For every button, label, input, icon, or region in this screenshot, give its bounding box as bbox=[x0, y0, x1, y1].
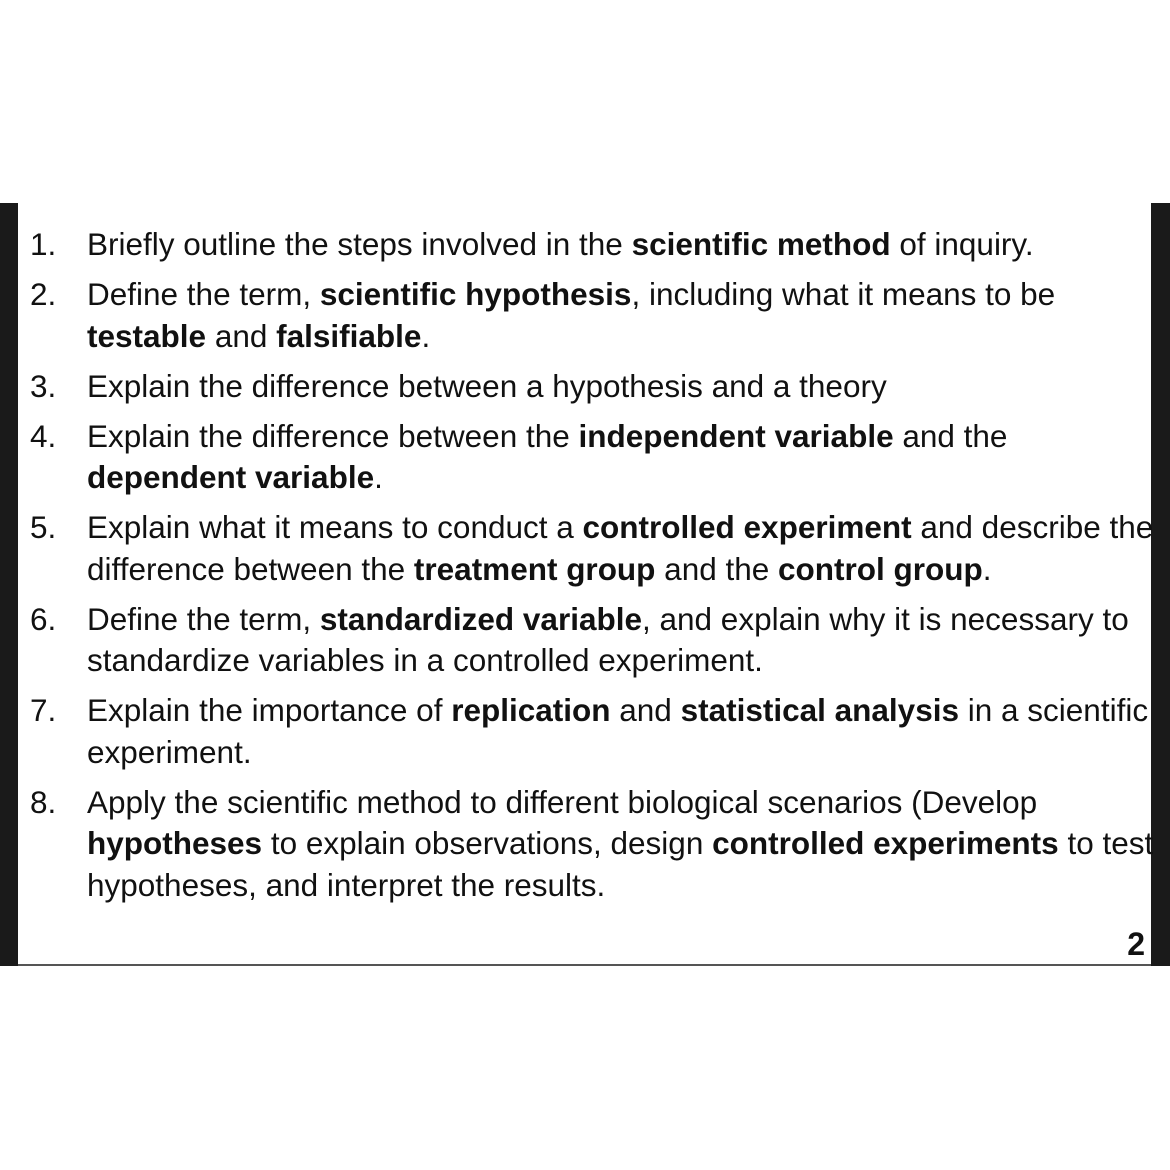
item-text: and the bbox=[893, 417, 1008, 454]
item-text: , including what it means to be bbox=[631, 276, 1056, 312]
item-text: Explain the importance of bbox=[87, 692, 452, 728]
list-item-number: 2. bbox=[30, 276, 57, 312]
key-term: statistical analysis bbox=[680, 692, 959, 728]
key-term: hypotheses bbox=[87, 825, 263, 861]
key-term: standardized variable bbox=[319, 600, 642, 637]
item-text: of inquiry. bbox=[890, 226, 1034, 262]
list-item-number: 3. bbox=[30, 367, 57, 404]
list-item bbox=[30, 366, 1155, 408]
bottom-divider bbox=[18, 964, 1151, 966]
item-text: Apply the scientific method to different biological scenarios (Develop bbox=[87, 783, 1038, 820]
list-item-number: 8. bbox=[30, 783, 57, 820]
item-text: . bbox=[374, 459, 383, 495]
list-item bbox=[30, 599, 1155, 682]
key-term: independent variable bbox=[578, 417, 894, 454]
key-term: treatment group bbox=[413, 550, 656, 587]
item-text: and the bbox=[655, 550, 779, 587]
slide-content bbox=[18, 203, 1154, 964]
item-text: Define the term, bbox=[87, 276, 320, 312]
key-term: controlled experiments bbox=[712, 825, 1059, 861]
item-text: in a scientific experiment. bbox=[87, 692, 1149, 770]
item-text: Explain the difference between a hypothesis and a theory bbox=[87, 367, 887, 404]
list-item-number: 6. bbox=[30, 600, 57, 637]
list-item-number: 1. bbox=[30, 226, 57, 262]
key-term: control group bbox=[778, 550, 983, 587]
list-item bbox=[30, 690, 1155, 773]
key-term: dependent variable bbox=[87, 459, 375, 495]
list-item bbox=[30, 224, 1155, 266]
item-text: , and explain why it is necessary to standardize variables in a controlled experiment. bbox=[87, 600, 1129, 678]
key-term: falsifiable bbox=[276, 317, 422, 354]
key-term: scientific method bbox=[631, 226, 891, 262]
item-text: Define the term, bbox=[87, 600, 320, 637]
list-item-number: 5. bbox=[30, 509, 57, 545]
page-number: 2 bbox=[1127, 926, 1145, 962]
item-text: and bbox=[610, 692, 681, 728]
item-text: Explain the difference between the bbox=[87, 417, 579, 454]
key-term: controlled experiment bbox=[582, 509, 912, 545]
item-text: . bbox=[421, 317, 431, 354]
list-item bbox=[30, 507, 1155, 590]
left-border-bar bbox=[0, 203, 18, 966]
list-item bbox=[30, 782, 1155, 907]
key-term: scientific hypothesis bbox=[319, 276, 632, 312]
item-text: to test hypotheses, and interpret the results. bbox=[87, 825, 1154, 903]
item-text: and describe the difference between the bbox=[87, 509, 1154, 587]
list-item-number: 7. bbox=[30, 692, 57, 728]
list-item-number: 4. bbox=[30, 417, 57, 454]
item-text: Briefly outline the steps involved in the bbox=[87, 226, 632, 262]
learning-objectives-list bbox=[30, 224, 1155, 915]
item-text: to explain observations, design bbox=[262, 825, 713, 861]
key-term: testable bbox=[87, 317, 207, 354]
list-item bbox=[30, 416, 1155, 499]
item-text: and bbox=[206, 317, 277, 354]
item-text: Explain what it means to conduct a bbox=[87, 509, 583, 545]
list-item bbox=[30, 274, 1155, 357]
item-text: . bbox=[982, 550, 992, 587]
key-term: replication bbox=[451, 692, 611, 728]
